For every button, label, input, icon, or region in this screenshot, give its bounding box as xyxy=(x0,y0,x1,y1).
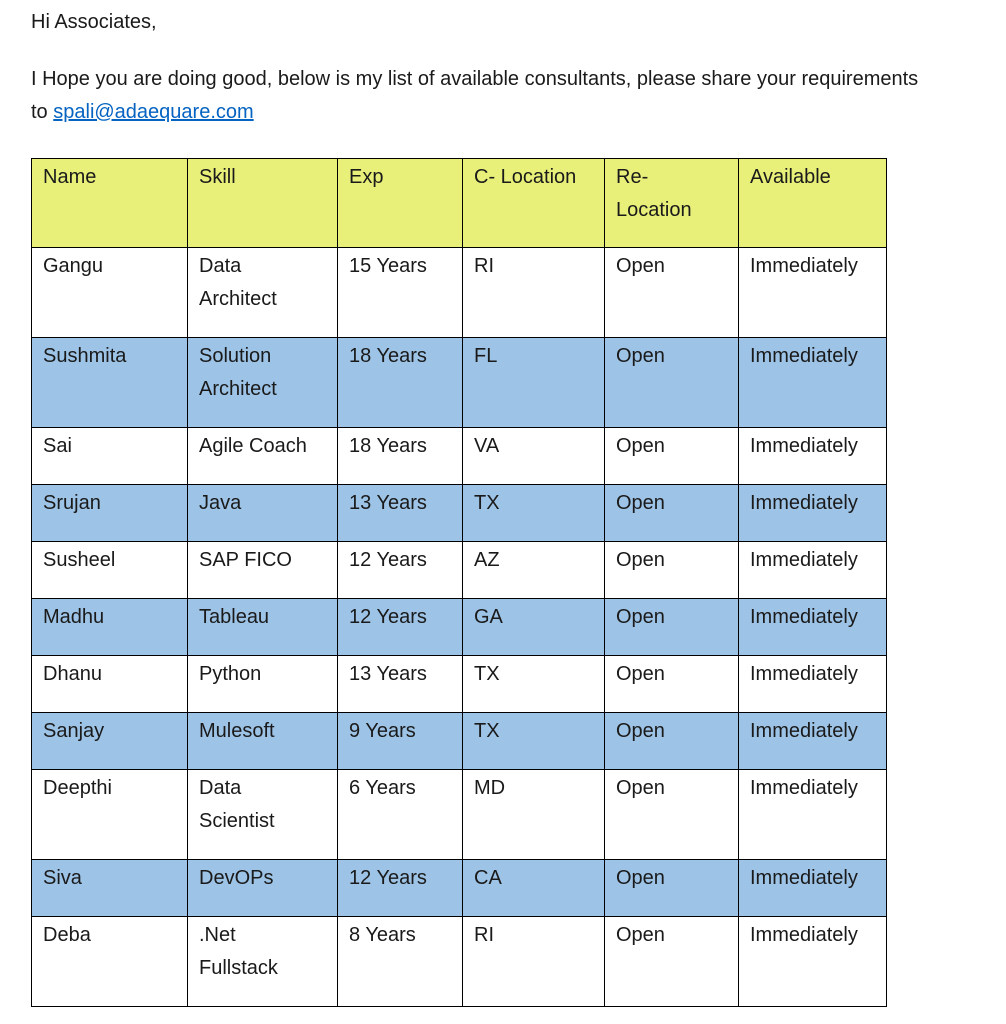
intro-paragraph xyxy=(31,63,999,129)
cell-name: Sai xyxy=(32,428,188,485)
cell-available: Immediately xyxy=(739,542,887,599)
cell-current-location: AZ xyxy=(463,542,605,599)
cell-available: Immediately xyxy=(739,713,887,770)
cell-exp: 18 Years xyxy=(338,428,463,485)
table-row xyxy=(32,860,887,917)
cell-available: Immediately xyxy=(739,770,887,860)
cell-name: Sushmita xyxy=(32,338,188,428)
cell-skill: Solution Architect xyxy=(188,338,338,428)
header-name: Name xyxy=(32,159,188,248)
cell-name: Deepthi xyxy=(32,770,188,860)
cell-name: Sanjay xyxy=(32,713,188,770)
cell-relocation: Open xyxy=(605,860,739,917)
cell-relocation: Open xyxy=(605,656,739,713)
cell-relocation: Open xyxy=(605,770,739,860)
cell-relocation: Open xyxy=(605,338,739,428)
cell-relocation: Open xyxy=(605,248,739,338)
cell-current-location: MD xyxy=(463,770,605,860)
cell-name: Deba xyxy=(32,917,188,1007)
table-body xyxy=(32,248,887,1007)
cell-exp: 18 Years xyxy=(338,338,463,428)
cell-skill: Data Architect xyxy=(188,248,338,338)
cell-available: Immediately xyxy=(739,338,887,428)
cell-relocation: Open xyxy=(605,713,739,770)
cell-exp: 12 Years xyxy=(338,542,463,599)
table-row xyxy=(32,485,887,542)
cell-relocation: Open xyxy=(605,485,739,542)
cell-current-location: FL xyxy=(463,338,605,428)
cell-exp: 9 Years xyxy=(338,713,463,770)
cell-skill: SAP FICO xyxy=(188,542,338,599)
cell-current-location: VA xyxy=(463,428,605,485)
cell-skill: .Net Fullstack xyxy=(188,917,338,1007)
cell-exp: 15 Years xyxy=(338,248,463,338)
cell-skill: Tableau xyxy=(188,599,338,656)
cell-relocation: Open xyxy=(605,599,739,656)
table-row xyxy=(32,713,887,770)
cell-current-location: RI xyxy=(463,917,605,1007)
cell-name: Siva xyxy=(32,860,188,917)
cell-available: Immediately xyxy=(739,248,887,338)
cell-available: Immediately xyxy=(739,599,887,656)
cell-name: Susheel xyxy=(32,542,188,599)
header-current-location: C- Location xyxy=(463,159,605,248)
cell-name: Dhanu xyxy=(32,656,188,713)
cell-name: Madhu xyxy=(32,599,188,656)
cell-skill: Python xyxy=(188,656,338,713)
cell-skill: DevOPs xyxy=(188,860,338,917)
table-row xyxy=(32,542,887,599)
cell-skill: Data Scientist xyxy=(188,770,338,860)
header-available: Available xyxy=(739,159,887,248)
table-row xyxy=(32,599,887,656)
header-relocation: Re- Location xyxy=(605,159,739,248)
cell-skill: Agile Coach xyxy=(188,428,338,485)
cell-current-location: CA xyxy=(463,860,605,917)
cell-name: Gangu xyxy=(32,248,188,338)
cell-exp: 13 Years xyxy=(338,656,463,713)
cell-relocation: Open xyxy=(605,542,739,599)
header-skill: Skill xyxy=(188,159,338,248)
cell-current-location: TX xyxy=(463,656,605,713)
cell-exp: 12 Years xyxy=(338,599,463,656)
cell-available: Immediately xyxy=(739,917,887,1007)
table-row xyxy=(32,656,887,713)
intro-to: to xyxy=(31,101,48,123)
cell-current-location: GA xyxy=(463,599,605,656)
cell-available: Immediately xyxy=(739,428,887,485)
table-row xyxy=(32,770,887,860)
table-row xyxy=(32,917,887,1007)
cell-skill: Mulesoft xyxy=(188,713,338,770)
intro-text: I Hope you are doing good, below is my list of available consultants, please share your requirements xyxy=(31,68,919,90)
consultants-table xyxy=(31,158,887,1007)
cell-exp: 13 Years xyxy=(338,485,463,542)
table-row xyxy=(32,248,887,338)
cell-skill: Java xyxy=(188,485,338,542)
cell-available: Immediately xyxy=(739,860,887,917)
table-row xyxy=(32,338,887,428)
greeting-line: Hi Associates, xyxy=(31,11,157,33)
cell-relocation: Open xyxy=(605,428,739,485)
cell-current-location: TX xyxy=(463,485,605,542)
cell-relocation: Open xyxy=(605,917,739,1007)
cell-available: Immediately xyxy=(739,656,887,713)
table-header-row xyxy=(32,159,887,248)
header-exp: Exp xyxy=(338,159,463,248)
cell-available: Immediately xyxy=(739,485,887,542)
cell-exp: 8 Years xyxy=(338,917,463,1007)
cell-exp: 6 Years xyxy=(338,770,463,860)
cell-name: Srujan xyxy=(32,485,188,542)
cell-current-location: TX xyxy=(463,713,605,770)
table-row xyxy=(32,428,887,485)
email-link[interactable]: spali@adaequare.com xyxy=(53,101,254,123)
cell-exp: 12 Years xyxy=(338,860,463,917)
cell-current-location: RI xyxy=(463,248,605,338)
